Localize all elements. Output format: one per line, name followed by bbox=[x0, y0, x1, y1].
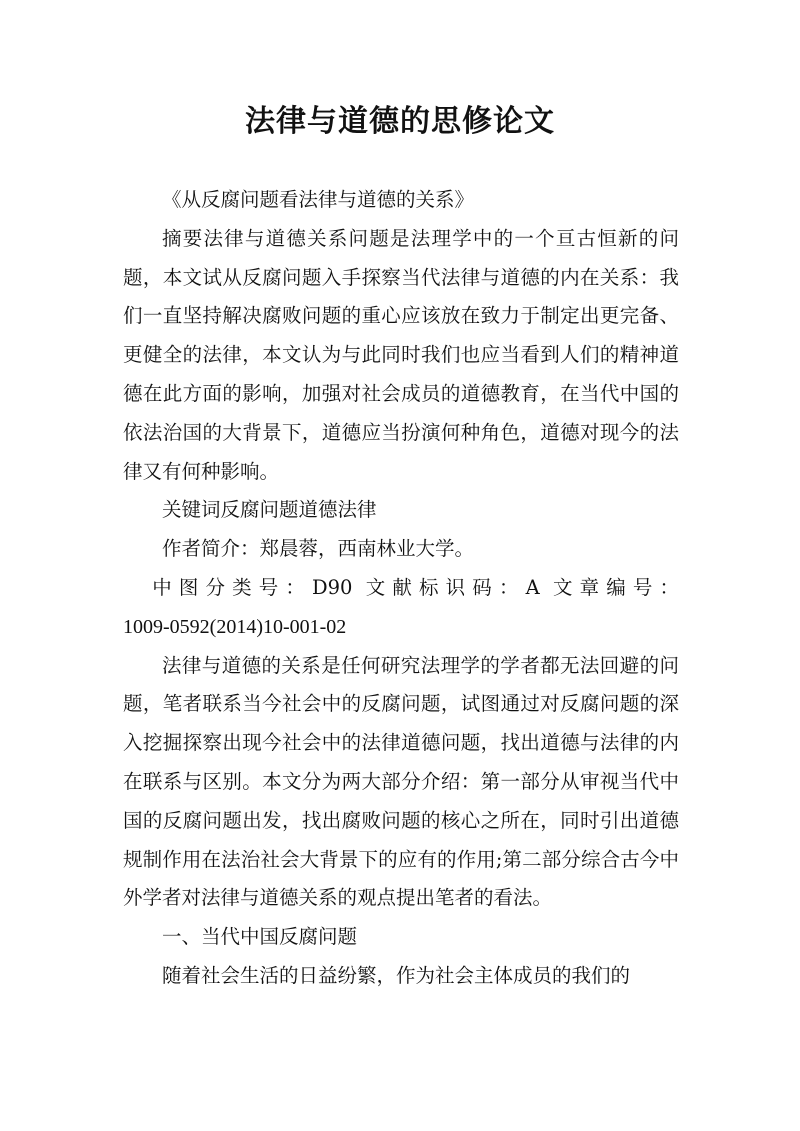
section-paragraph: 随着社会生活的日益纷繁，作为社会主体成员的我们的 bbox=[162, 963, 631, 987]
document-body bbox=[123, 181, 679, 996]
keywords-line: 关键词反腐问题道德法律 bbox=[162, 498, 377, 522]
abstract-paragraph: 摘要法律与道德关系问题是法理学中的一个亘古恒新的问题，本文试从反腐问题入手探察当代法律与道德的内在关系：我们一直坚持解决腐败问题的重心应该放在致力于制定出更完备、更健全的法律，本文认为与此同时我们也应当看到人们的精神道德在此方面的影响，加强对社会成员的道德教育，在当代中国的依法治国的大背景下，道德应当扮演何种角色，道德对现今的法律又有何种影响。 bbox=[123, 226, 679, 483]
article-number-line: 1009-0592(2014)10-001-02 bbox=[123, 615, 347, 638]
intro-paragraph: 法律与道德的关系是任何研究法理学的学者都无法回避的问题，笔者联系当今社会中的反腐问题，试图通过对反腐问题的深入挖掘探察出现今社会中的法律道德问题，找出道德与法律的内在联系与区别。本文分为两大部分介绍：第一部分从审视当代中国的反腐问题出发，找出腐败问题的核心之所在，同时引出道德规制作用在法治社会大背景下的应有的作用;第二部分综合古今中外学者对法律与道德关系的观点提出笔者的看法。 bbox=[123, 653, 679, 910]
document-title: 法律与道德的思修论文 bbox=[245, 104, 555, 139]
classification-line: 中图分类号：D90 文献标识码：A 文章编号： bbox=[152, 575, 679, 599]
section-heading: 一、当代中国反腐问题 bbox=[162, 925, 358, 949]
article-subtitle: 《从反腐问题看法律与道德的关系》 bbox=[162, 188, 475, 211]
author-line: 作者简介：郑晨蓉，西南林业大学。 bbox=[162, 537, 475, 561]
